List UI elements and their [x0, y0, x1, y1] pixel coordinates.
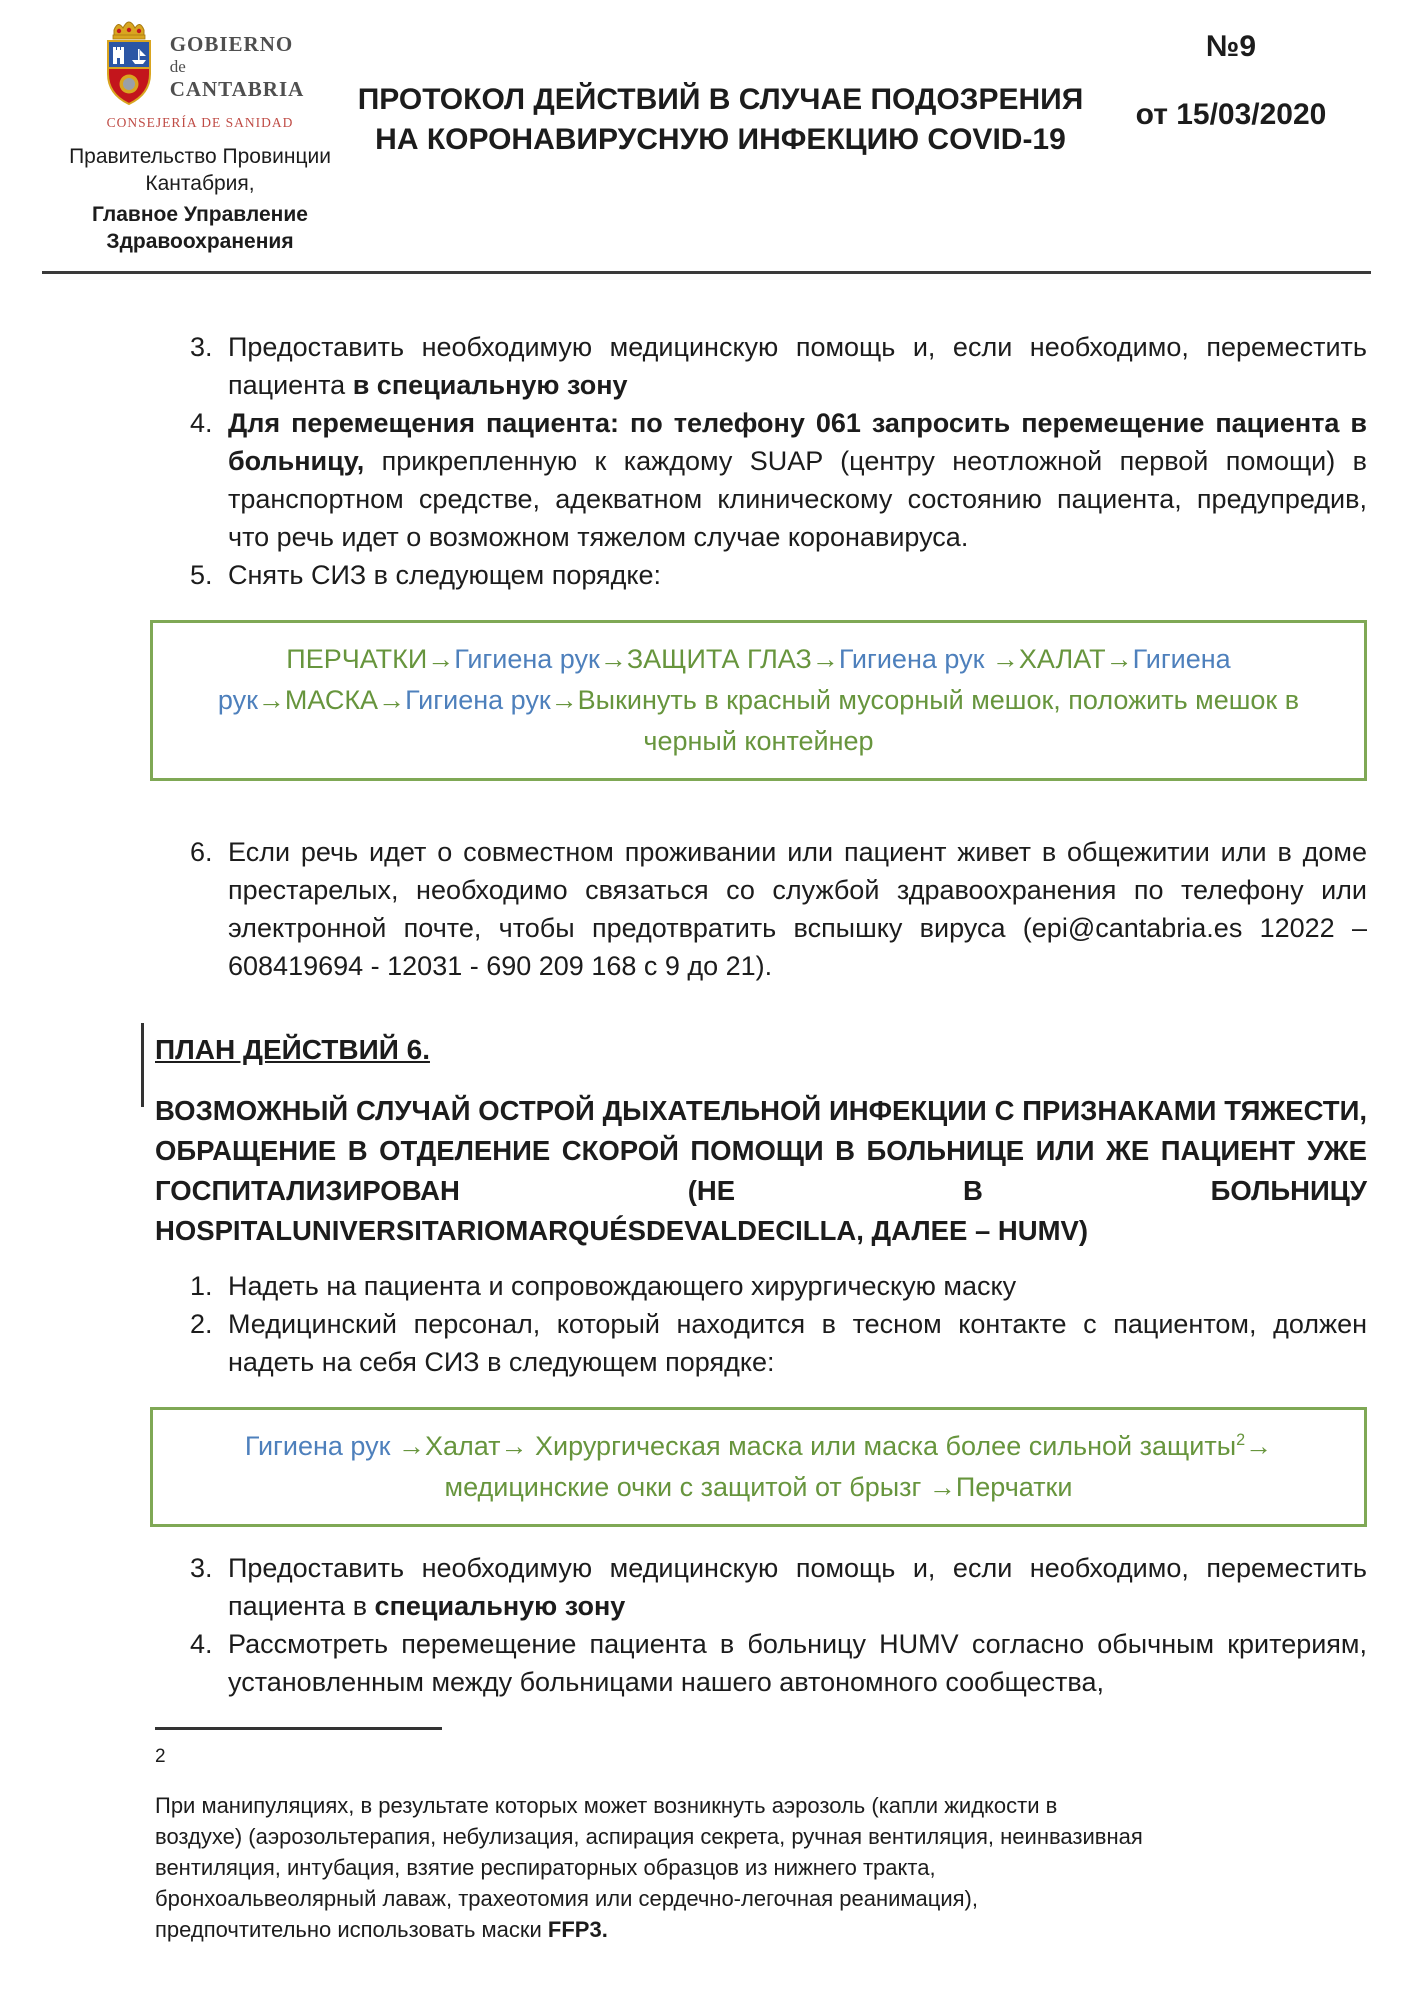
plan-description: ВОЗМОЖНЫЙ СЛУЧАЙ ОСТРОЙ ДЫХАТЕЛЬНОЙ ИНФЕКЦИИ С ПРИЗНАКАМИ ТЯЖЕСТИ, ОБРАЩЕНИЕ В ОТДЕЛЕНИЕ СКОРОЙ ПОМОЩИ В БОЛЬНИЦЕ ИЛИ ЖЕ ПАЦИЕНТ УЖЕ ГОСПИТАЛИЗИРОВАН (НЕ В БОЛЬНИЦУ HOSPITALUNIVERSITARIOMARQUÉSDEVALDECILLA, ДАЛЕЕ – HUMV): [155, 1095, 1367, 1246]
ppe-removal-sequence-box: ПЕРЧАТКИ→Гигиена рук→ЗАЩИТА ГЛАЗ→Гигиена рук →ХАЛАТ→Гигиена рук→МАСКА→Гигиена рук→Выкинуть в красный мусорный мешок, положить мешок в черный контейнер: [150, 620, 1367, 781]
org-name-line2: Главное Управление Здравоохранения: [92, 203, 308, 253]
list-item-text: Если речь идет о совместном проживании или пациент живет в общежитии или в доме престарелых, необходимо связаться со службой здравоохранения по телефону или электронной почте, чтобы предотвратить вспышку вируса (epi@cantabria.es 12022 – 608419694 - 12031 - 690 209 168 с 9 до 21).: [228, 837, 1367, 981]
numbered-list-b: [190, 1267, 1367, 1381]
list-item-number: 6.: [190, 837, 213, 867]
change-bar: [141, 1023, 144, 1107]
list-item-number: 3.: [190, 332, 213, 362]
org-name-line1: Правительство Провинции Кантабрия,: [69, 145, 331, 195]
list-item-text: Снять СИЗ в следующем порядке:: [228, 560, 662, 590]
footnote-block: [155, 1727, 1367, 1945]
document-date: от 15/03/2020: [1135, 98, 1327, 131]
logo-gobierno: GOBIERNO: [169, 32, 294, 56]
list-item-text: Предоставить необходимую медицинскую помощь и, если необходимо, переместить пациента в специальную зону: [228, 1553, 1367, 1621]
header-center-block: [350, 16, 1091, 255]
logo-subtitle: CONSEJERÍA DE SANIDAD: [106, 115, 294, 130]
cantabria-crest-icon: [96, 16, 162, 113]
plan-heading: ПЛАН ДЕЙСТВИЙ 6.: [155, 1034, 430, 1065]
list-item-number: 1.: [190, 1271, 213, 1301]
list-item-text: Рассмотреть перемещение пациента в больницу HUMV согласно обычным критериям, установленным между больницами нашего автономного сообщества,: [228, 1629, 1367, 1697]
numbered-list-a-continued: [190, 833, 1367, 985]
document-number: №9: [1205, 30, 1257, 63]
numbered-list-a: [190, 328, 1367, 594]
plan-heading-block: [155, 1031, 1367, 1069]
list-item-text: Для перемещения пациента: по телефону 061 запросить перемещение пациента в больницу, прикрепленную к каждому SUAP (центру неотложной первой помощи) в транспортном средстве, адекватном клиническому состоянию пациента, предупредив, что речь идет о возможном тяжелом случае коронавируса.: [228, 408, 1367, 552]
footnote-divider: [155, 1727, 442, 1730]
list-item-number: 3.: [190, 1553, 213, 1583]
header-right-block: [1091, 16, 1371, 255]
header-left-block: [50, 16, 350, 255]
list-item-text: Предоставить необходимую медицинскую помощь и, если необходимо, переместить пациента в специальную зону: [228, 332, 1367, 400]
ppe-donning-sequence-box: Гигиена рук →Халат→ Хирургическая маска или маска более сильной защиты$^2$→ медицинские очки с защитой от брызг →Перчатки: [150, 1407, 1367, 1527]
list-item: [190, 1305, 1367, 1381]
list-item-number: 4.: [190, 1629, 213, 1659]
logo-de: de: [169, 57, 186, 76]
list-item: [190, 1549, 1367, 1625]
footnote-marker: 2: [155, 1746, 166, 1767]
cantabria-government-logo: [50, 16, 350, 113]
list-item-number: 5.: [190, 560, 213, 590]
document-body: [0, 328, 1413, 1945]
list-item: [190, 1267, 1367, 1305]
numbered-list-b-continued: [190, 1549, 1367, 1701]
document-header: [0, 0, 1413, 255]
footnote-text: При манипуляциях, в результате которых может возникнуть аэрозоль (капли жидкости в воздухе) (аэрозольтерапия, небулизация, аспирация секрета, ручная вентиляция, неинвазивная вентиляция, интубация, взятие респираторных образцов из нижнего тракта, бронхоальвеолярный лаваж, трахеотомия или сердечно-легочная реанимация), предпочтительно использовать маски FFP3.: [155, 1793, 1143, 1942]
list-item-number: 2.: [190, 1309, 213, 1339]
list-item-text: Надеть на пациента и сопровождающего хирургическую маску: [228, 1271, 1017, 1301]
logo-cantabria: CANTABRIA: [169, 77, 305, 101]
list-item: [190, 328, 1367, 404]
page-title: ПРОТОКОЛ ДЕЙСТВИЙ В СЛУЧАЕ ПОДОЗРЕНИЯ НА КОРОНАВИРУСНУЮ ИНФЕКЦИЮ COVID-19: [357, 83, 1084, 156]
logo-wordmark: [170, 16, 305, 102]
list-item: [190, 404, 1367, 556]
list-item-number: 4.: [190, 408, 213, 438]
list-item: [190, 1625, 1367, 1701]
list-item: [190, 556, 1367, 594]
list-item: [190, 833, 1367, 985]
list-item-text: Медицинский персонал, который находится в тесном контакте с пациентом, должен надеть на себя СИЗ в следующем порядке:: [228, 1309, 1367, 1377]
header-divider: [42, 271, 1371, 274]
